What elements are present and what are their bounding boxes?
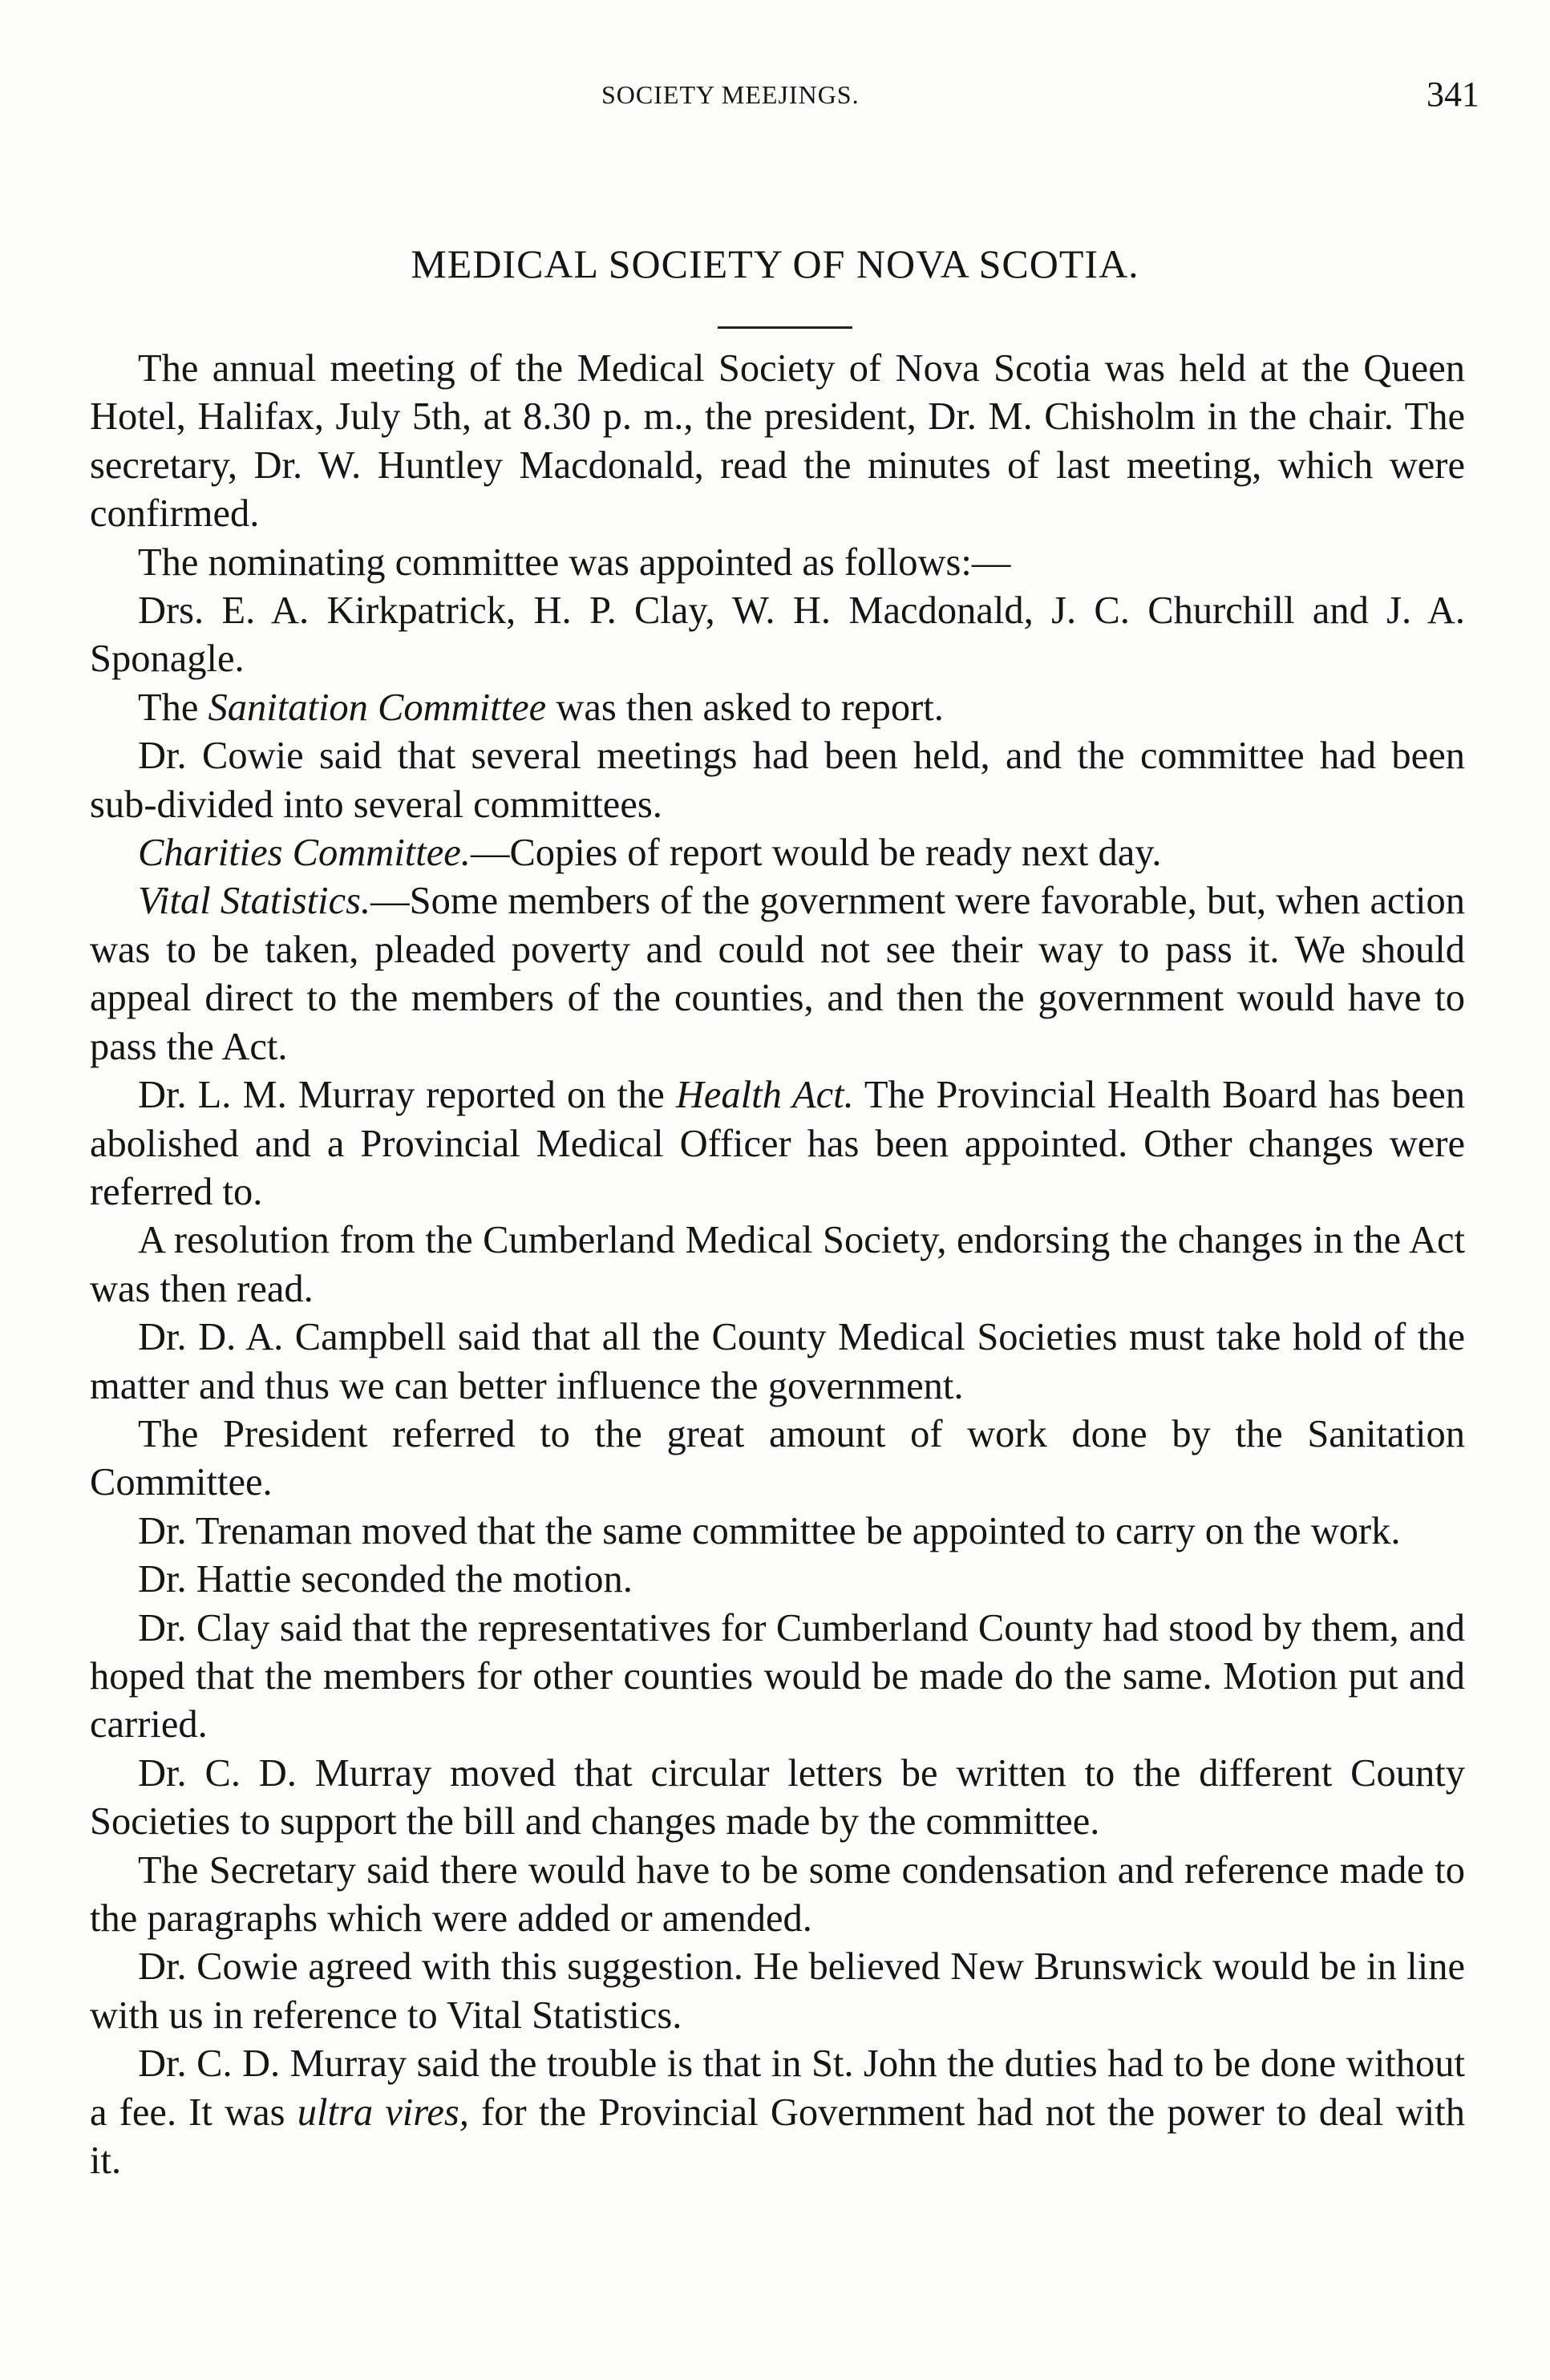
paragraph-nominating-committee: The nominating committee was appointed as follows:— (138, 540, 1011, 584)
paragraph-cowie-meetings: Dr. Cowie said that several meetings had been held, and the committee had been sub-divided into several committees. (90, 735, 1465, 826)
paragraph-hattie-seconded: Dr. Hattie seconded the motion. (138, 1558, 633, 1601)
paragraph-campbell: Dr. D. A. Campbell said that all the County Medical Societies must take hold of the matter and thus we can better influence the government. (90, 1316, 1465, 1407)
paragraph-cumberland-resolution: A resolution from the Cumberland Medical Society, endorsing the changes in the Act was then read. (90, 1219, 1465, 1310)
paragraph-murray-circular: Dr. C. D. Murray moved that circular letters be written to the different County Societies to support the bill and changes made by the committee. (90, 1751, 1465, 1844)
paragraph-vital-statistics: Vital Statistics.—Some members of the government were favorable, but, when action was to be taken, pleaded poverty and could not see their way to pass it. We should appeal direct to the members of the counties, and then the government would have to pass the Act. (90, 880, 1465, 1068)
paragraph-cowie-agreed: Dr. Cowie agreed with this suggestion. He believed New Brunswick would be in line with us in reference to Vital Statistics. (90, 1945, 1465, 2037)
paragraph-murray-st-john: Dr. C. D. Murray said the trouble is that in St. John the duties had to be done without a fee. It was ultra vires, for the Provincial Government had not the power to deal with it. (90, 2042, 1465, 2183)
paragraph-annual-meeting: The annual meeting of the Medical Society of Nova Scotia was held at the Queen Hotel, Halifax, July 5th, at 8.30 p. m., the president, Dr. M. Chisholm in the chair. The secretary, Dr. W. Huntley Macdonald, read the minutes of last meeting, which were confirmed. (90, 347, 1465, 536)
article-title: MEDICAL SOCIETY OF NOVA SCOTIA. (411, 241, 1139, 286)
paragraph-nominees: Drs. E. A. Kirkpatrick, H. P. Clay, W. H. Macdonald, J. C. Churchill and J. A. Sponagle. (90, 589, 1465, 681)
article-body (90, 345, 1465, 2185)
paragraph-secretary: The Secretary said there would have to be some condensation and reference made to the paragraphs which were added or amended. (90, 1848, 1465, 1940)
running-header (0, 75, 1550, 128)
title-rule (718, 326, 852, 329)
paragraph-health-act: Dr. L. M. Murray reported on the Health Act. The Provincial Health Board has been abolished and a Provincial Medical Officer has been appointed. Other changes were referred to. (90, 1074, 1465, 1213)
running-title: SOCIETY MEEJINGS. (601, 80, 860, 109)
paragraph-trenaman-motion: Dr. Trenaman moved that the same committee be appointed to carry on the work. (138, 1509, 1401, 1552)
paragraph-clay: Dr. Clay said that the representatives for Cumberland County had stood by them, and hoped that the members for other counties would be made do the same. Motion put and carried. (90, 1606, 1465, 1747)
page-number: 341 (1427, 75, 1479, 114)
paragraph-charities-committee: Charities Committee.—Copies of report would be ready next day. (138, 832, 1162, 875)
paragraph-president: The President referred to the great amount of work done by the Sanitation Committee. (90, 1412, 1465, 1504)
paragraph-sanitation-report: The Sanitation Committee was then asked to report. (138, 686, 944, 729)
